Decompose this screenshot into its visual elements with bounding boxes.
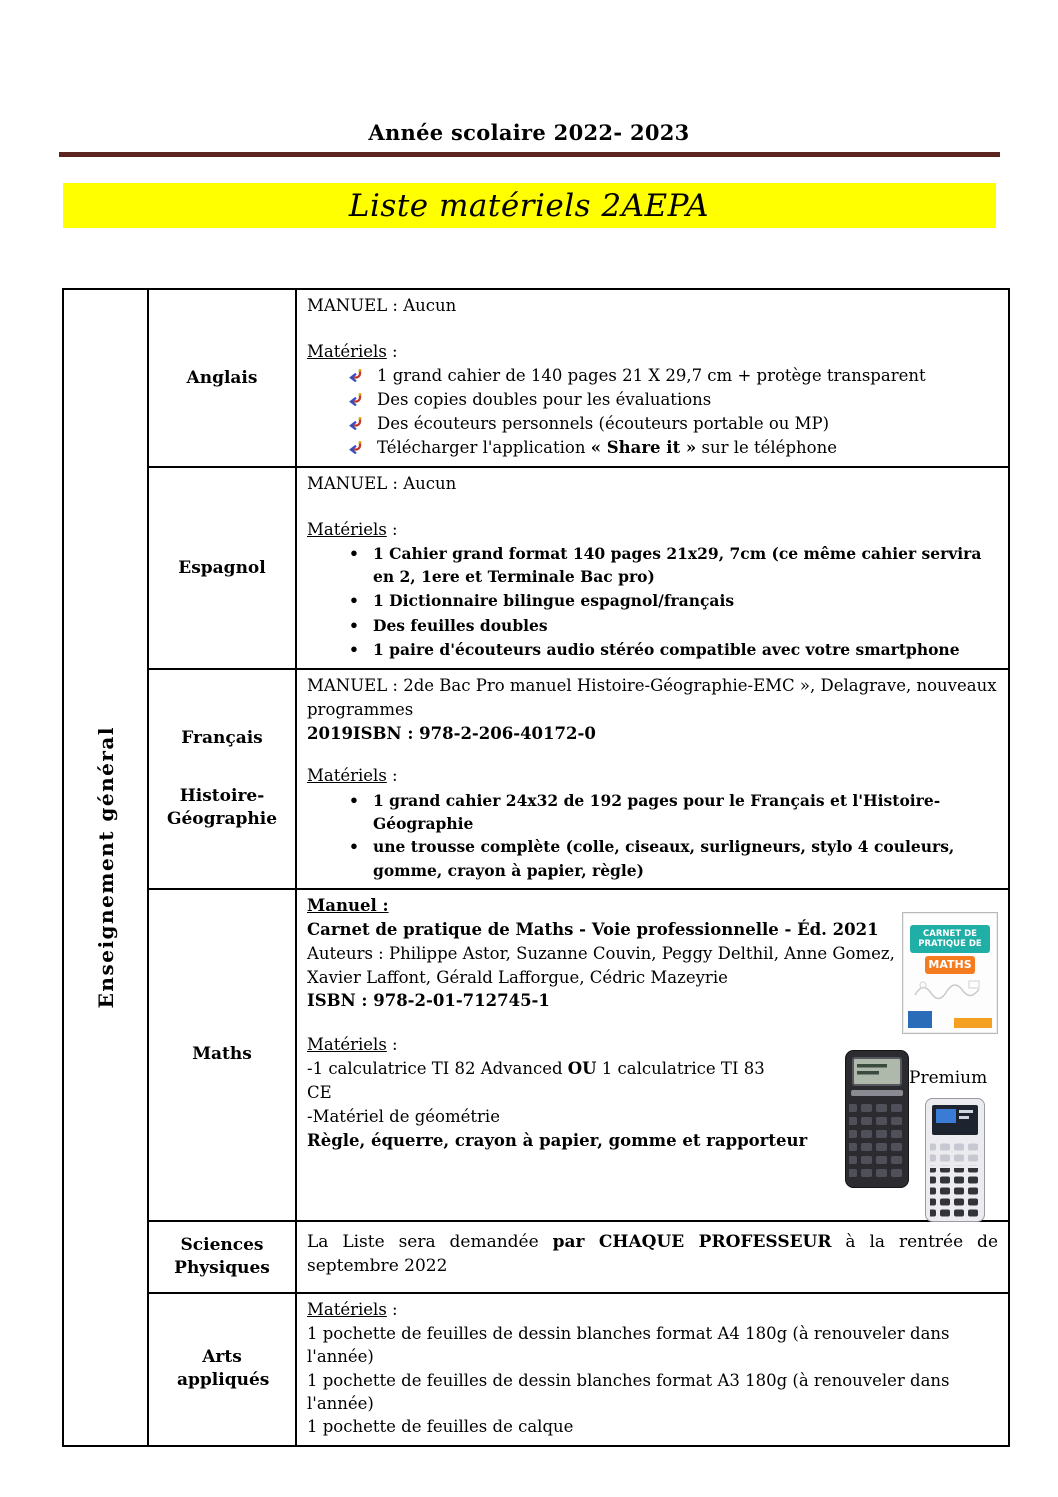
materiels-heading: Matériels : [307,341,398,361]
subject-cell-anglais [149,290,297,468]
calculator-line-2: CE [307,1083,332,1103]
list-item: • une trousse complète (colle, ciseaux, surligneurs, stylo 4 couleurs, gomme, crayon à papier, règle) [307,835,998,882]
book-doodle-icon [911,977,991,1003]
isbn-line: 2019ISBN : 978-2-206-40172-0 [307,723,596,743]
arts-item: 1 pochette de feuilles de dessin blanches format A4 180g (à renouveler dans l'année) [307,1323,950,1367]
subject-cell-francais-histoire [149,670,297,890]
list-item: • Des feuilles doubles [307,614,998,637]
manuel-line: MANUEL : 2de Bac Pro manuel Histoire-Géographie-EMC », Delagrave, nouveaux programmes [307,676,997,720]
subject-label: Espagnol [178,557,266,578]
subject-label: Anglais [186,367,258,388]
espagnol-items-list [307,542,998,661]
page-title: Année scolaire 2022- 2023 [368,120,690,145]
content-cell-sciences [297,1222,1008,1294]
list-item: Des copies doubles pour les évaluations [307,388,998,412]
list-item: • 1 paire d'écouteurs audio stéréo compatible avec votre smartphone [307,638,998,661]
book-cover-title: MATHS [925,956,975,974]
sidebar-vertical-label: Enseignement général [93,726,118,1009]
arrow-bullet-icon [347,417,362,430]
book-cover-orange-bar [954,1018,992,1028]
subject-label: Maths [192,1044,252,1065]
content-cell-arts [297,1294,1008,1445]
francais-items-list [307,789,998,882]
subject-cell-arts [149,1294,297,1445]
subject-label: Français [181,727,263,748]
subject-label: Histoire-Géographie [166,786,278,830]
materiels-heading: Matériels : [307,1299,398,1319]
book-cover-blue-block [908,1011,932,1028]
sciences-text: La Liste sera demandée par CHAQUE PROFESSEUR à la rentrée de septembre 2022 [307,1231,999,1277]
arrow-bullet-icon [347,369,362,382]
tools-line: Règle, équerre, crayon à papier, gomme et rapporteur [307,1131,808,1151]
manuel-line: MANUEL : Aucun [307,474,457,493]
geometry-line: -Matériel de géométrie [307,1107,500,1127]
list-item: • 1 Cahier grand format 140 pages 21x29, 7cm (ce même cahier servira en 2, 1ere et Terminale Bac pro) [307,542,998,589]
list-item: • 1 Dictionnaire bilingue espagnol/français [307,589,998,612]
list-item: Des écouteurs personnels (écouteurs portable ou MP) [307,412,998,436]
arrow-bullet-icon [347,393,362,406]
manuel-heading: Manuel : [307,895,389,915]
calculator-line: -1 calculatrice TI 82 Advanced OU 1 calculatrice TI 83 [307,1059,765,1079]
list-item: Télécharger l'application « Share it » sur le téléphone [307,436,998,460]
content-cell-francais [297,670,1008,890]
sidebar-merged-cell [64,290,149,1445]
arts-item: 1 pochette de feuilles de dessin blanches format A3 180g (à renouveler dans l'année) [307,1370,950,1413]
authors-line: Auteurs : Philippe Astor, Suzanne Couvin, Peggy Delthil, Anne Gomez, Xavier Laffont, Gérald Lafforgue, Cédric Mazeyrie [307,943,895,987]
manuel-line: MANUEL : Aucun [307,296,457,315]
subject-label: Arts appliqués [177,1347,270,1391]
banner-title: Liste matériels 2AEPA [348,187,710,224]
isbn-line: ISBN : 978-2-01-712745-1 [307,991,550,1011]
maths-book-cover-image [902,912,998,1034]
arrow-bullet-icon [347,441,362,454]
list-item: 1 grand cahier de 140 pages 21 X 29,7 cm + protège transparent [307,364,998,388]
book-title: Carnet de pratique de Maths - Voie professionnelle - Éd. 2021 [307,919,879,939]
subject-cell-sciences [149,1222,297,1294]
anglais-items-list [307,364,998,460]
materials-table [62,288,1010,1447]
calculator-ti83-premium-image [925,1098,985,1222]
materiels-heading: Matériels : [307,765,398,785]
arts-item: 1 pochette de feuilles de calque [307,1417,574,1437]
subject-cell-maths [149,890,297,1222]
subject-label: Sciences Physiques [174,1234,270,1278]
list-item: • 1 grand cahier 24x32 de 192 pages pour le Français et l'Histoire-Géographie [307,789,998,836]
content-cell-anglais [297,290,1008,468]
subject-cell-espagnol [149,468,297,670]
materiels-heading: Matériels : [307,519,398,539]
calculator-ti82-image [845,1050,909,1188]
book-cover-band: CARNET DE PRATIQUE DE [910,925,990,953]
materiels-heading: Matériels : [307,1035,398,1055]
title-rule [59,152,1000,157]
highlight-banner [63,183,996,228]
content-cell-maths [297,890,1008,1222]
premium-label: Premium [909,1067,988,1088]
content-cell-espagnol [297,468,1008,670]
